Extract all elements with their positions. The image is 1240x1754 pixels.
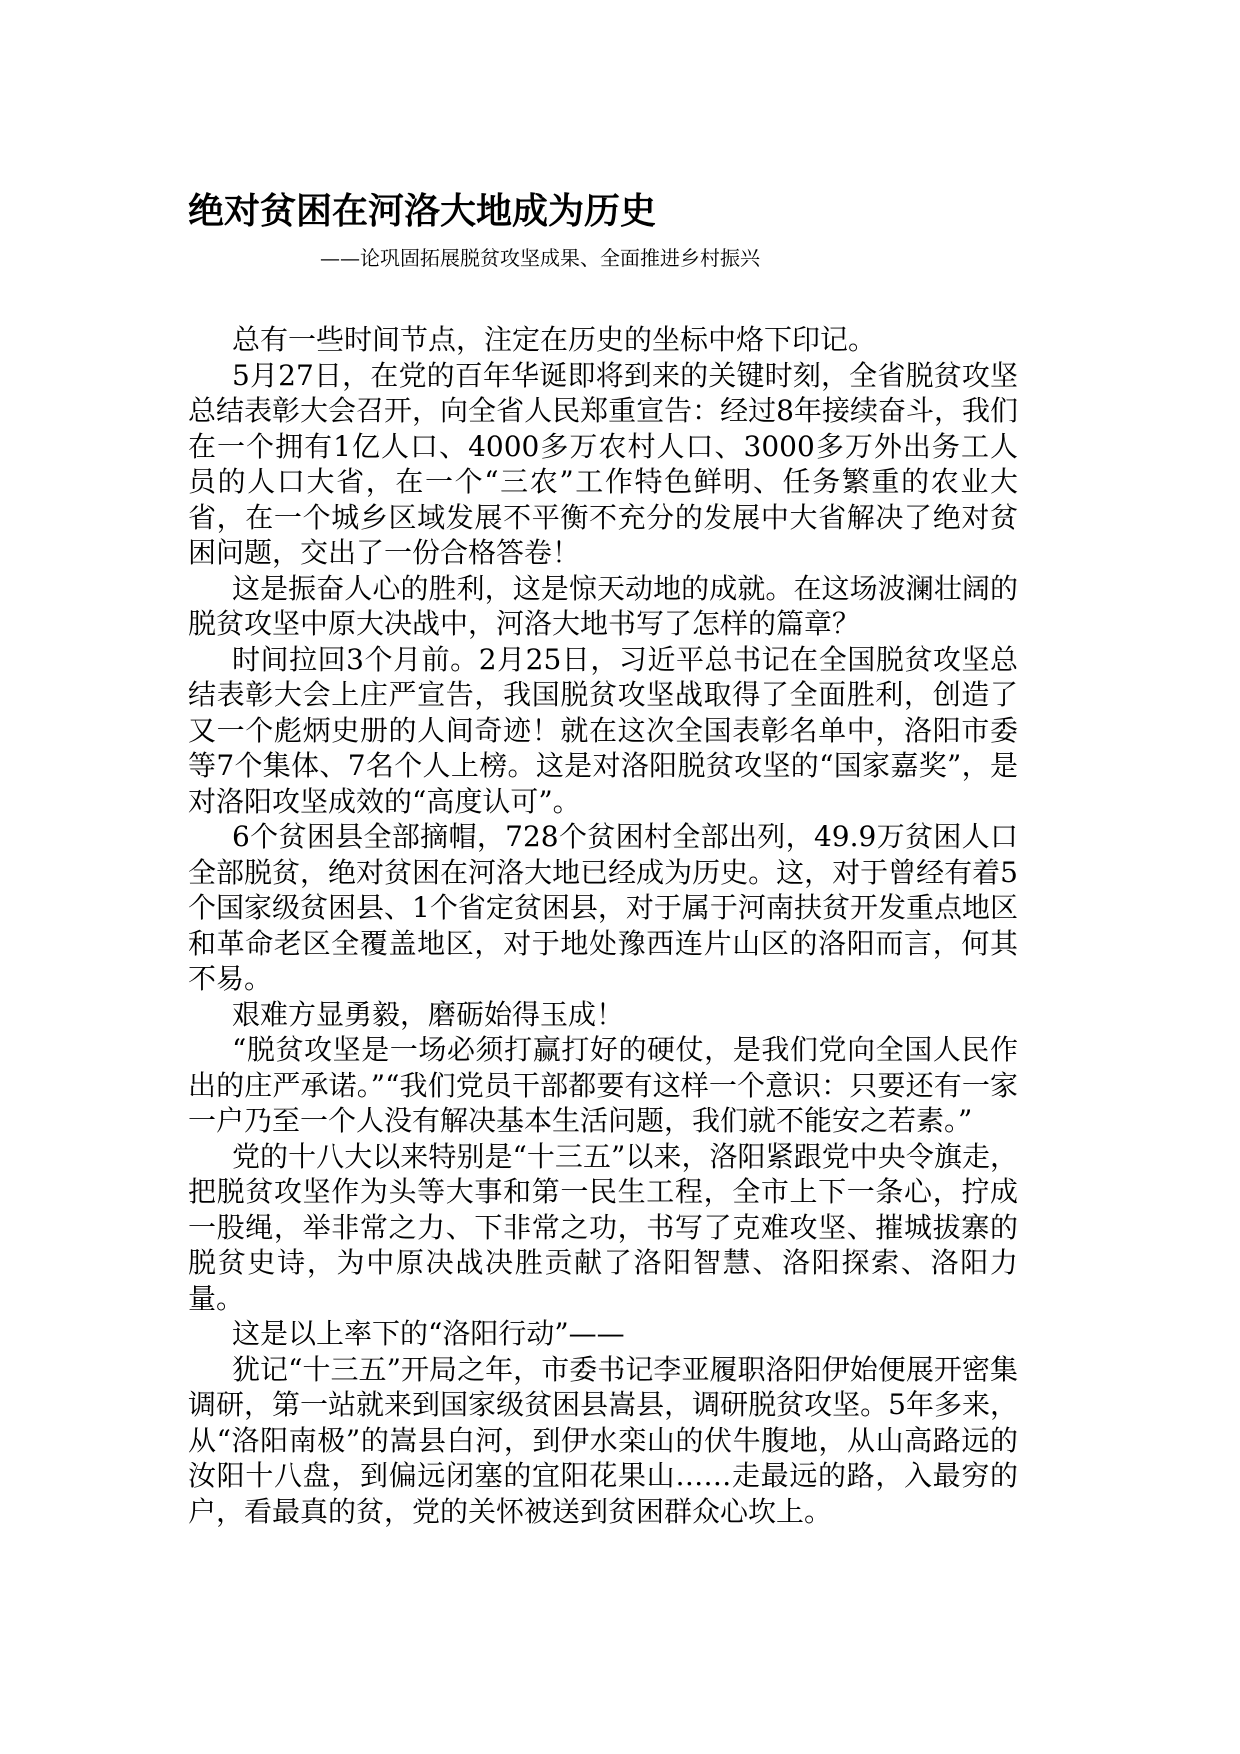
paragraph: 党的十八大以来特别是“十三五”以来，洛阳紧跟党中央令旗走，把脱贫攻坚作为头等大事和第一民生工程，全市上下一条心，拧成一股绳，举非常之力、下非常之功，书写了克难攻坚、摧城拔寨的脱贫史诗，为中原决战决胜贡献了洛阳智慧、洛阳探索、洛阳力量。 [188, 1139, 1018, 1315]
paragraph: 这是振奋人心的胜利，这是惊天动地的成就。在这场波澜壮阔的脱贫攻坚中原大决战中，河洛大地书写了怎样的篇章？ [188, 571, 1018, 640]
paragraph: 5月27日，在党的百年华诞即将到来的关键时刻，全省脱贫攻坚总结表彰大会召开，向全省人民郑重宣告：经过8年接续奋斗，我们在一个拥有1亿人口、4000多万农村人口、3000多万外出务工人员的人口大省，在一个“三农”工作特色鲜明、任务繁重的农业大省，在一个城乡区域发展不平衡不充分的发展中大省解决了绝对贫困问题，交出了一份合格答卷！ [188, 358, 1018, 569]
paragraph: 艰难方显勇毅，磨砺始得玉成！ [232, 997, 625, 1031]
document-subtitle: ——论巩固拓展脱贫攻坚成果、全面推进乡村振兴 [320, 246, 760, 270]
paragraph: 6个贫困县全部摘帽，728个贫困村全部出列，49.9万贫困人口全部脱贫，绝对贫困在河洛大地已经成为历史。这，对于曾经有着5个国家级贫困县、1个省定贫困县，对于属于河南扶贫开发重点地区和革命老区全覆盖地区，对于地处豫西连片山区的洛阳而言，何其不易。 [188, 820, 1018, 995]
paragraph: 这是以上率下的“洛阳行动”—— [232, 1317, 625, 1350]
paragraph: 总有一些时间节点，注定在历史的坐标中烙下印记。 [232, 323, 877, 356]
document-body [188, 322, 1018, 1529]
paragraph: 犹记“十三五”开局之年，市委书记李亚履职洛阳伊始便展开密集调研，第一站就来到国家级贫困县嵩县，调研脱贫攻坚。5年多来，从“洛阳南极”的嵩县白河，到伊水栾山的伏牛腹地，从山高路远的汝阳十八盘，到偏远闭塞的宜阳花果山……走最远的路，入最穷的户，看最真的贫，党的关怀被送到贫困群众心坎上。 [188, 1352, 1018, 1528]
paragraph: “脱贫攻坚是一场必须打赢打好的硬仗，是我们党向全国人民作出的庄严承诺。”“我们党员干部都要有这样一个意识：只要还有一家一户乃至一个人没有解决基本生活问题，我们就不能安之若素。” [188, 1033, 1018, 1137]
paragraph: 时间拉回3个月前。2月25日，习近平总书记在全国脱贫攻坚总结表彰大会上庄严宣告，我国脱贫攻坚战取得了全面胜利，创造了又一个彪炳史册的人间奇迹！就在这次全国表彰名单中，洛阳市委等7个集体、7名个人上榜。这是对洛阳脱贫攻坚的“国家嘉奖”，是对洛阳攻坚成效的“高度认可”。 [188, 642, 1018, 818]
document-title: 绝对贫困在河洛大地成为历史 [188, 191, 657, 232]
